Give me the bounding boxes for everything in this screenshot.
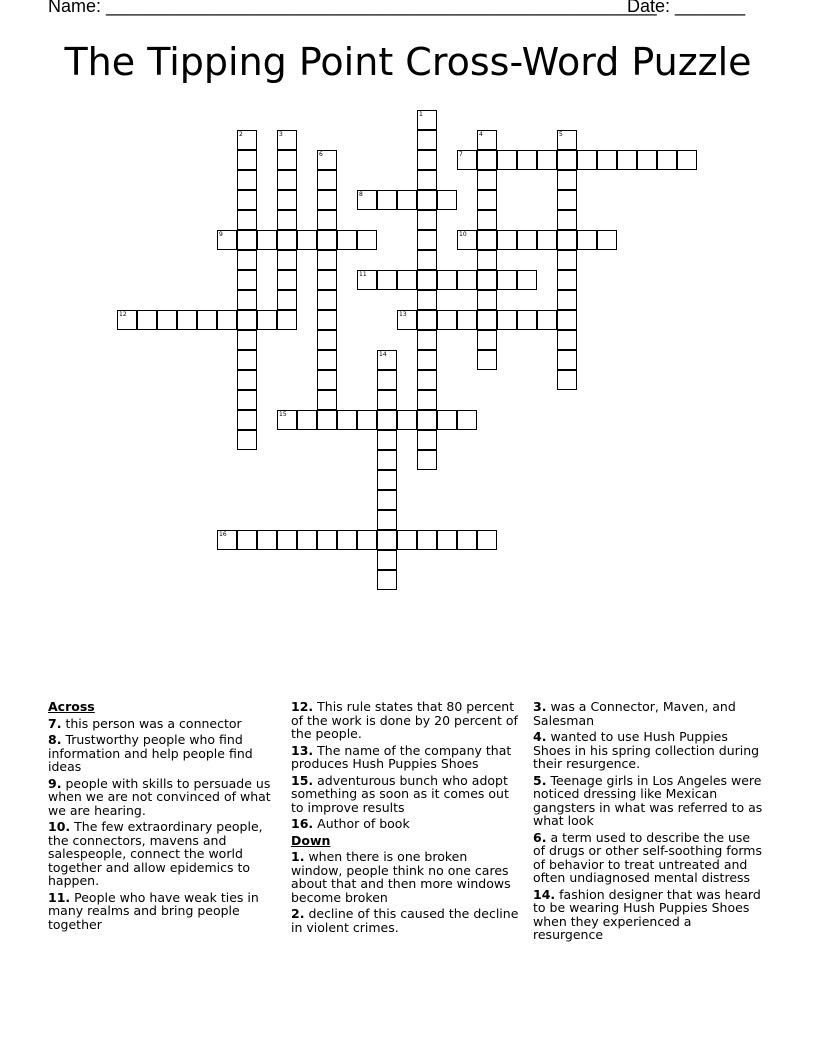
grid-cell[interactable]: [417, 530, 437, 550]
grid-cell[interactable]: [157, 310, 177, 330]
grid-cell[interactable]: [477, 210, 497, 230]
grid-cell[interactable]: [557, 330, 577, 350]
clue-number-9: 9: [219, 231, 223, 238]
grid-cell[interactable]: [417, 230, 437, 250]
grid-cell[interactable]: [557, 230, 577, 250]
grid-cell[interactable]: [357, 530, 377, 550]
grid-cell[interactable]: [417, 290, 437, 310]
grid-cell[interactable]: [417, 370, 437, 390]
grid-cell[interactable]: [417, 310, 437, 330]
grid-cell[interactable]: [337, 410, 357, 430]
clue-across-11: 11. People who have weak ties in many realms and bring people together: [48, 889, 259, 932]
grid-cell[interactable]: [537, 150, 557, 170]
grid-cell[interactable]: [517, 310, 537, 330]
grid-cell[interactable]: [217, 310, 237, 330]
grid-cell[interactable]: [517, 150, 537, 170]
grid-cell[interactable]: [457, 530, 477, 550]
grid-cell[interactable]: [237, 410, 257, 430]
grid-cell[interactable]: [317, 530, 337, 550]
grid-cell[interactable]: [417, 250, 437, 270]
clue-across-13: 13. The name of the company that produces Hush Puppies Shoes: [291, 742, 512, 771]
clue-number-15: 15: [279, 411, 287, 418]
grid-cell[interactable]: [237, 290, 257, 310]
clue-across-12: 12. This rule states that 80 percent of the work is done by 20 percent of the people.: [291, 699, 518, 741]
grid-cell[interactable]: [477, 230, 497, 250]
clues-column-1: [48, 700, 274, 934]
grid-cell[interactable]: [357, 410, 377, 430]
across-heading: Across: [48, 699, 95, 714]
grid-cell[interactable]: [417, 390, 437, 410]
grid-cell[interactable]: [557, 150, 577, 170]
clues-column-2: [291, 700, 521, 937]
grid-cell[interactable]: [377, 430, 397, 450]
grid-cell[interactable]: [377, 530, 397, 550]
grid-cell[interactable]: [237, 430, 257, 450]
grid-cell[interactable]: [397, 410, 417, 430]
grid-cell[interactable]: [437, 530, 457, 550]
grid-cell[interactable]: [557, 370, 577, 390]
grid-cell[interactable]: [417, 190, 437, 210]
grid-cell[interactable]: [237, 170, 257, 190]
clue-across-7: 7. this person was a connector: [48, 715, 242, 731]
clue-number-4: 4: [479, 131, 483, 138]
clue-number-10: 10: [459, 231, 467, 238]
grid-cell[interactable]: [417, 130, 437, 150]
grid-cell[interactable]: [237, 230, 257, 250]
grid-cell[interactable]: [277, 190, 297, 210]
grid-cell[interactable]: [277, 530, 297, 550]
page-title: The Tipping Point Cross-Word Puzzle: [64, 40, 752, 84]
grid-cell[interactable]: [277, 230, 297, 250]
grid-cell[interactable]: [597, 150, 617, 170]
grid-cell[interactable]: [537, 310, 557, 330]
grid-cell[interactable]: [317, 330, 337, 350]
grid-cell[interactable]: [237, 350, 257, 370]
grid-cell[interactable]: [377, 390, 397, 410]
grid-cell[interactable]: [377, 370, 397, 390]
grid-cell[interactable]: [317, 210, 337, 230]
grid-cell[interactable]: [657, 150, 677, 170]
grid-cell[interactable]: [437, 190, 457, 210]
clue-number-6: 6: [319, 151, 323, 158]
clue-number-8: 8: [359, 191, 363, 198]
grid-cell[interactable]: [237, 250, 257, 270]
grid-cell[interactable]: [477, 150, 497, 170]
clue-number-5: 5: [559, 131, 563, 138]
grid-cell[interactable]: [377, 550, 397, 570]
grid-cell[interactable]: [417, 330, 437, 350]
grid-cell[interactable]: [317, 370, 337, 390]
grid-cell[interactable]: [377, 450, 397, 470]
grid-cell[interactable]: [477, 190, 497, 210]
grid-cell[interactable]: [477, 170, 497, 190]
clue-down-6: 6. a term used to describe the use of drugs or other self-soothing forms of behavior to treat untreated and often undiagnosed mental distress: [533, 829, 762, 885]
grid-cell[interactable]: [257, 310, 277, 330]
clue-across-15: 15. adventurous bunch who adopt something as soon as it comes out to improve results: [291, 772, 509, 815]
clue-number-16: 16: [219, 531, 227, 538]
clues-column-3: [533, 700, 765, 945]
grid-cell[interactable]: [337, 530, 357, 550]
grid-cell[interactable]: [377, 470, 397, 490]
grid-cell[interactable]: [377, 510, 397, 530]
grid-cell[interactable]: [237, 150, 257, 170]
clue-number-1: 1: [419, 111, 423, 118]
clue-down-2: 2. decline of this caused the decline in violent crimes.: [291, 906, 519, 935]
grid-cell[interactable]: [237, 210, 257, 230]
grid-cell[interactable]: [457, 310, 477, 330]
clue-number-7: 7: [459, 151, 463, 158]
grid-cell[interactable]: [317, 410, 337, 430]
grid-cell[interactable]: [477, 290, 497, 310]
grid-cell[interactable]: [277, 270, 297, 290]
clue-down-1: 1. when there is one broken window, people think no one cares about that and then more windows become broken: [291, 849, 511, 905]
grid-cell[interactable]: [317, 310, 337, 330]
grid-cell[interactable]: [557, 350, 577, 370]
grid-cell[interactable]: [317, 230, 337, 250]
grid-cell[interactable]: [597, 230, 617, 250]
grid-cell[interactable]: [537, 230, 557, 250]
grid-cell[interactable]: [557, 190, 577, 210]
grid-cell[interactable]: [617, 150, 637, 170]
grid-cell[interactable]: [257, 230, 277, 250]
grid-cell[interactable]: [337, 230, 357, 250]
grid-cell[interactable]: [237, 270, 257, 290]
date-field-label: Date: _______: [627, 0, 746, 16]
clue-across-8: 8. Trustworthy people who find information and help people find ideas: [48, 732, 253, 774]
clue-number-12: 12: [119, 311, 127, 318]
grid-cell[interactable]: [417, 450, 437, 470]
grid-cell[interactable]: [317, 170, 337, 190]
grid-cell[interactable]: [237, 310, 257, 330]
clue-down-14: 14. fashion designer that was heard to be wearing Hush Puppies Shoes when they experienced a resurgence: [533, 886, 761, 942]
grid-cell[interactable]: [557, 210, 577, 230]
grid-cell[interactable]: [477, 330, 497, 350]
grid-cell[interactable]: [197, 310, 217, 330]
grid-cell[interactable]: [237, 190, 257, 210]
down-heading: Down: [291, 832, 331, 848]
clue-number-3: 3: [279, 131, 283, 138]
clue-across-16: 16. Author of book: [291, 816, 410, 831]
grid-cell[interactable]: [317, 350, 337, 370]
grid-cell[interactable]: [377, 570, 397, 590]
grid-cell[interactable]: [497, 230, 517, 250]
grid-cell[interactable]: [417, 150, 437, 170]
grid-cell[interactable]: [397, 270, 417, 290]
grid-cell[interactable]: [417, 170, 437, 190]
grid-cell[interactable]: [437, 410, 457, 430]
grid-cell[interactable]: [577, 150, 597, 170]
clue-number-13: 13: [399, 311, 407, 318]
clue-across-9: 9. people with skills to persuade us when we are not convinced of what we are hearing.: [48, 775, 271, 818]
grid-cell[interactable]: [557, 270, 577, 290]
grid-cell[interactable]: [237, 390, 257, 410]
grid-cell[interactable]: [457, 270, 477, 290]
grid-cell[interactable]: [377, 410, 397, 430]
grid-cell[interactable]: [277, 210, 297, 230]
grid-cell[interactable]: [477, 250, 497, 270]
grid-cell[interactable]: [277, 250, 297, 270]
clue-across-10: 10. The few extraordinary people, the connectors, mavens and salespeople, connect the world together and allow epidemics to happen.: [48, 819, 263, 888]
clue-down-5: 5. Teenage girls in Los Angeles were noticed dressing like Mexican gangsters in what was referred to as what look: [533, 772, 763, 828]
grid-cell[interactable]: [297, 410, 317, 430]
grid-cell[interactable]: [237, 530, 257, 550]
grid-cell[interactable]: [257, 530, 277, 550]
grid-cell[interactable]: [557, 170, 577, 190]
grid-cell[interactable]: [277, 290, 297, 310]
grid-cell[interactable]: [637, 150, 657, 170]
grid-cell[interactable]: [297, 230, 317, 250]
grid-cell[interactable]: [577, 230, 597, 250]
grid-cell[interactable]: [377, 490, 397, 510]
grid-cell[interactable]: [397, 190, 417, 210]
clue-down-4: 4. wanted to use Hush Puppies Shoes in his spring collection during their resurgence.: [533, 729, 760, 771]
grid-cell[interactable]: [477, 530, 497, 550]
grid-cell[interactable]: [397, 530, 417, 550]
grid-cell[interactable]: [497, 310, 517, 330]
clue-number-11: 11: [359, 271, 367, 278]
grid-cell[interactable]: [497, 270, 517, 290]
grid-cell[interactable]: [417, 430, 437, 450]
clue-down-3: 3. was a Connector, Maven, and Salesman: [533, 699, 736, 728]
grid-cell[interactable]: [377, 270, 397, 290]
grid-cell[interactable]: [317, 270, 337, 290]
grid-cell[interactable]: [477, 350, 497, 370]
grid-cell[interactable]: [237, 370, 257, 390]
clue-number-2: 2: [239, 131, 243, 138]
grid-cell[interactable]: [297, 530, 317, 550]
grid-cell[interactable]: [417, 270, 437, 290]
grid-cell[interactable]: [317, 250, 337, 270]
grid-cell[interactable]: [317, 390, 337, 410]
grid-cell[interactable]: [137, 310, 157, 330]
grid-cell[interactable]: [277, 150, 297, 170]
grid-cell[interactable]: [177, 310, 197, 330]
grid-cell[interactable]: [377, 190, 397, 210]
grid-cell[interactable]: [437, 310, 457, 330]
grid-cell[interactable]: [277, 310, 297, 330]
grid-cell[interactable]: [557, 290, 577, 310]
grid-cell[interactable]: [317, 290, 337, 310]
grid-cell[interactable]: [497, 150, 517, 170]
grid-cell[interactable]: [317, 190, 337, 210]
grid-cell[interactable]: [477, 310, 497, 330]
grid-cell[interactable]: [417, 210, 437, 230]
grid-cell[interactable]: [677, 150, 697, 170]
grid-cell[interactable]: [557, 310, 577, 330]
grid-cell[interactable]: [417, 350, 437, 370]
grid-cell[interactable]: [357, 230, 377, 250]
name-field-label: Name: _______________________________________________________: [48, 0, 657, 16]
grid-cell[interactable]: [237, 330, 257, 350]
grid-cell[interactable]: [437, 270, 457, 290]
grid-cell[interactable]: [517, 270, 537, 290]
grid-cell[interactable]: [417, 410, 437, 430]
grid-cell[interactable]: [477, 270, 497, 290]
grid-cell[interactable]: [277, 170, 297, 190]
grid-cell[interactable]: [557, 250, 577, 270]
grid-cell[interactable]: [517, 230, 537, 250]
grid-cell[interactable]: [457, 410, 477, 430]
clue-number-14: 14: [379, 351, 387, 358]
